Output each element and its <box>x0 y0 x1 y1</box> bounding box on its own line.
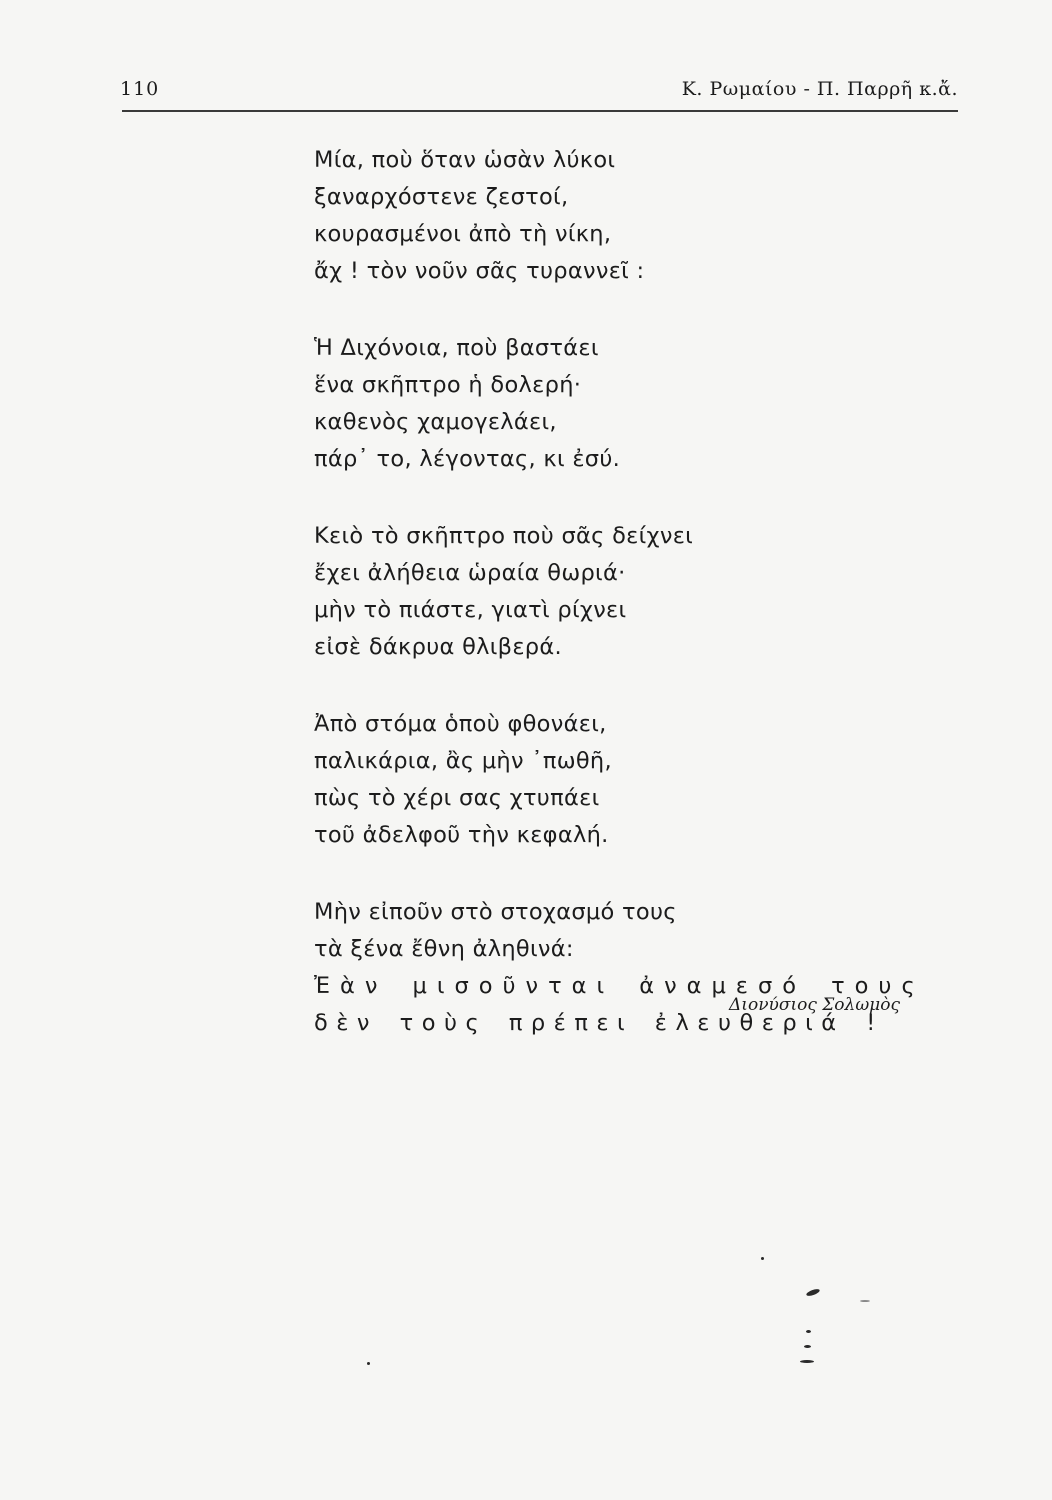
verse-line: τὰ ξένα ἔθνη ἀληθινά: <box>314 936 574 962</box>
header-rule <box>122 110 958 112</box>
verse-line: παλικάρια, ἂς μὴν ᾿πωθῆ, <box>314 748 612 774</box>
stanza-2 <box>314 330 914 478</box>
verse-line: ἕνα σκῆπτρο ἡ δολερή· <box>314 372 582 398</box>
verse-line: μὴν τὸ πιάστε, γιατὶ ρίχνει <box>314 597 627 623</box>
running-title: Κ. Ρωμαίου - Π. Παρρῆ κ.ἄ. <box>681 78 958 100</box>
author-signature: Διονύσιος Σολωμὸς <box>729 995 900 1015</box>
verse-line: τοῦ ἀδελφοῦ τὴν κεφαλή. <box>314 822 609 848</box>
verse-line: Ἡ Διχόνοια, ποὺ βαστάει <box>314 335 599 361</box>
verse-line: πάρ᾽ το, λέγοντας, κι ἐσύ. <box>314 446 621 472</box>
verse-line-spaced: δὲν τοὺς πρέπει ἐλευθεριά ! <box>314 1010 884 1036</box>
verse-line: καθενὸς χαμογελάει, <box>314 409 557 435</box>
verse-line-spaced: Ἐὰν μισοῦνται ἀναμεσό τους <box>314 973 925 999</box>
page-number: 110 <box>120 78 160 100</box>
stanza-3 <box>314 518 914 666</box>
poem <box>314 142 925 1082</box>
verse-line: ἔχει ἀλήθεια ὡραία θωριά· <box>314 560 626 586</box>
ink-speck <box>800 1360 814 1363</box>
stanza-4 <box>314 706 914 854</box>
ink-speck <box>860 1300 870 1302</box>
ink-speck <box>806 1288 821 1297</box>
stanza-1 <box>314 142 914 290</box>
stanza-5 <box>314 894 925 1042</box>
ink-speck <box>804 1345 811 1348</box>
verse-line: Ἀπὸ στόμα ὁποὺ φθονάει, <box>314 711 607 737</box>
verse-line: Κειὸ τὸ σκῆπτρο ποὺ σᾶς δείχνει <box>314 523 694 549</box>
verse-line: Μία, ποὺ ὅταν ὡσὰν λύκοι <box>314 147 616 173</box>
verse-line: ἄχ ! τὸν νοῦν σᾶς τυραννεῖ : <box>314 258 645 284</box>
ink-speck <box>761 1257 764 1260</box>
verse-line: πὼς τὸ χέρι σας χτυπάει <box>314 785 600 811</box>
verse-line: εἰσὲ δάκρυα θλιβερά. <box>314 634 562 660</box>
verse-line: Μὴν εἰποῦν στὸ στοχασμό τους <box>314 899 677 925</box>
ink-speck <box>806 1330 811 1333</box>
verse-line: κουρασμένοι ἀπὸ τὴ νίκη, <box>314 221 612 247</box>
running-head <box>120 72 958 104</box>
ink-speck <box>367 1362 370 1365</box>
verse-line: ξαναρχόστενε ζεστοί, <box>314 184 569 210</box>
